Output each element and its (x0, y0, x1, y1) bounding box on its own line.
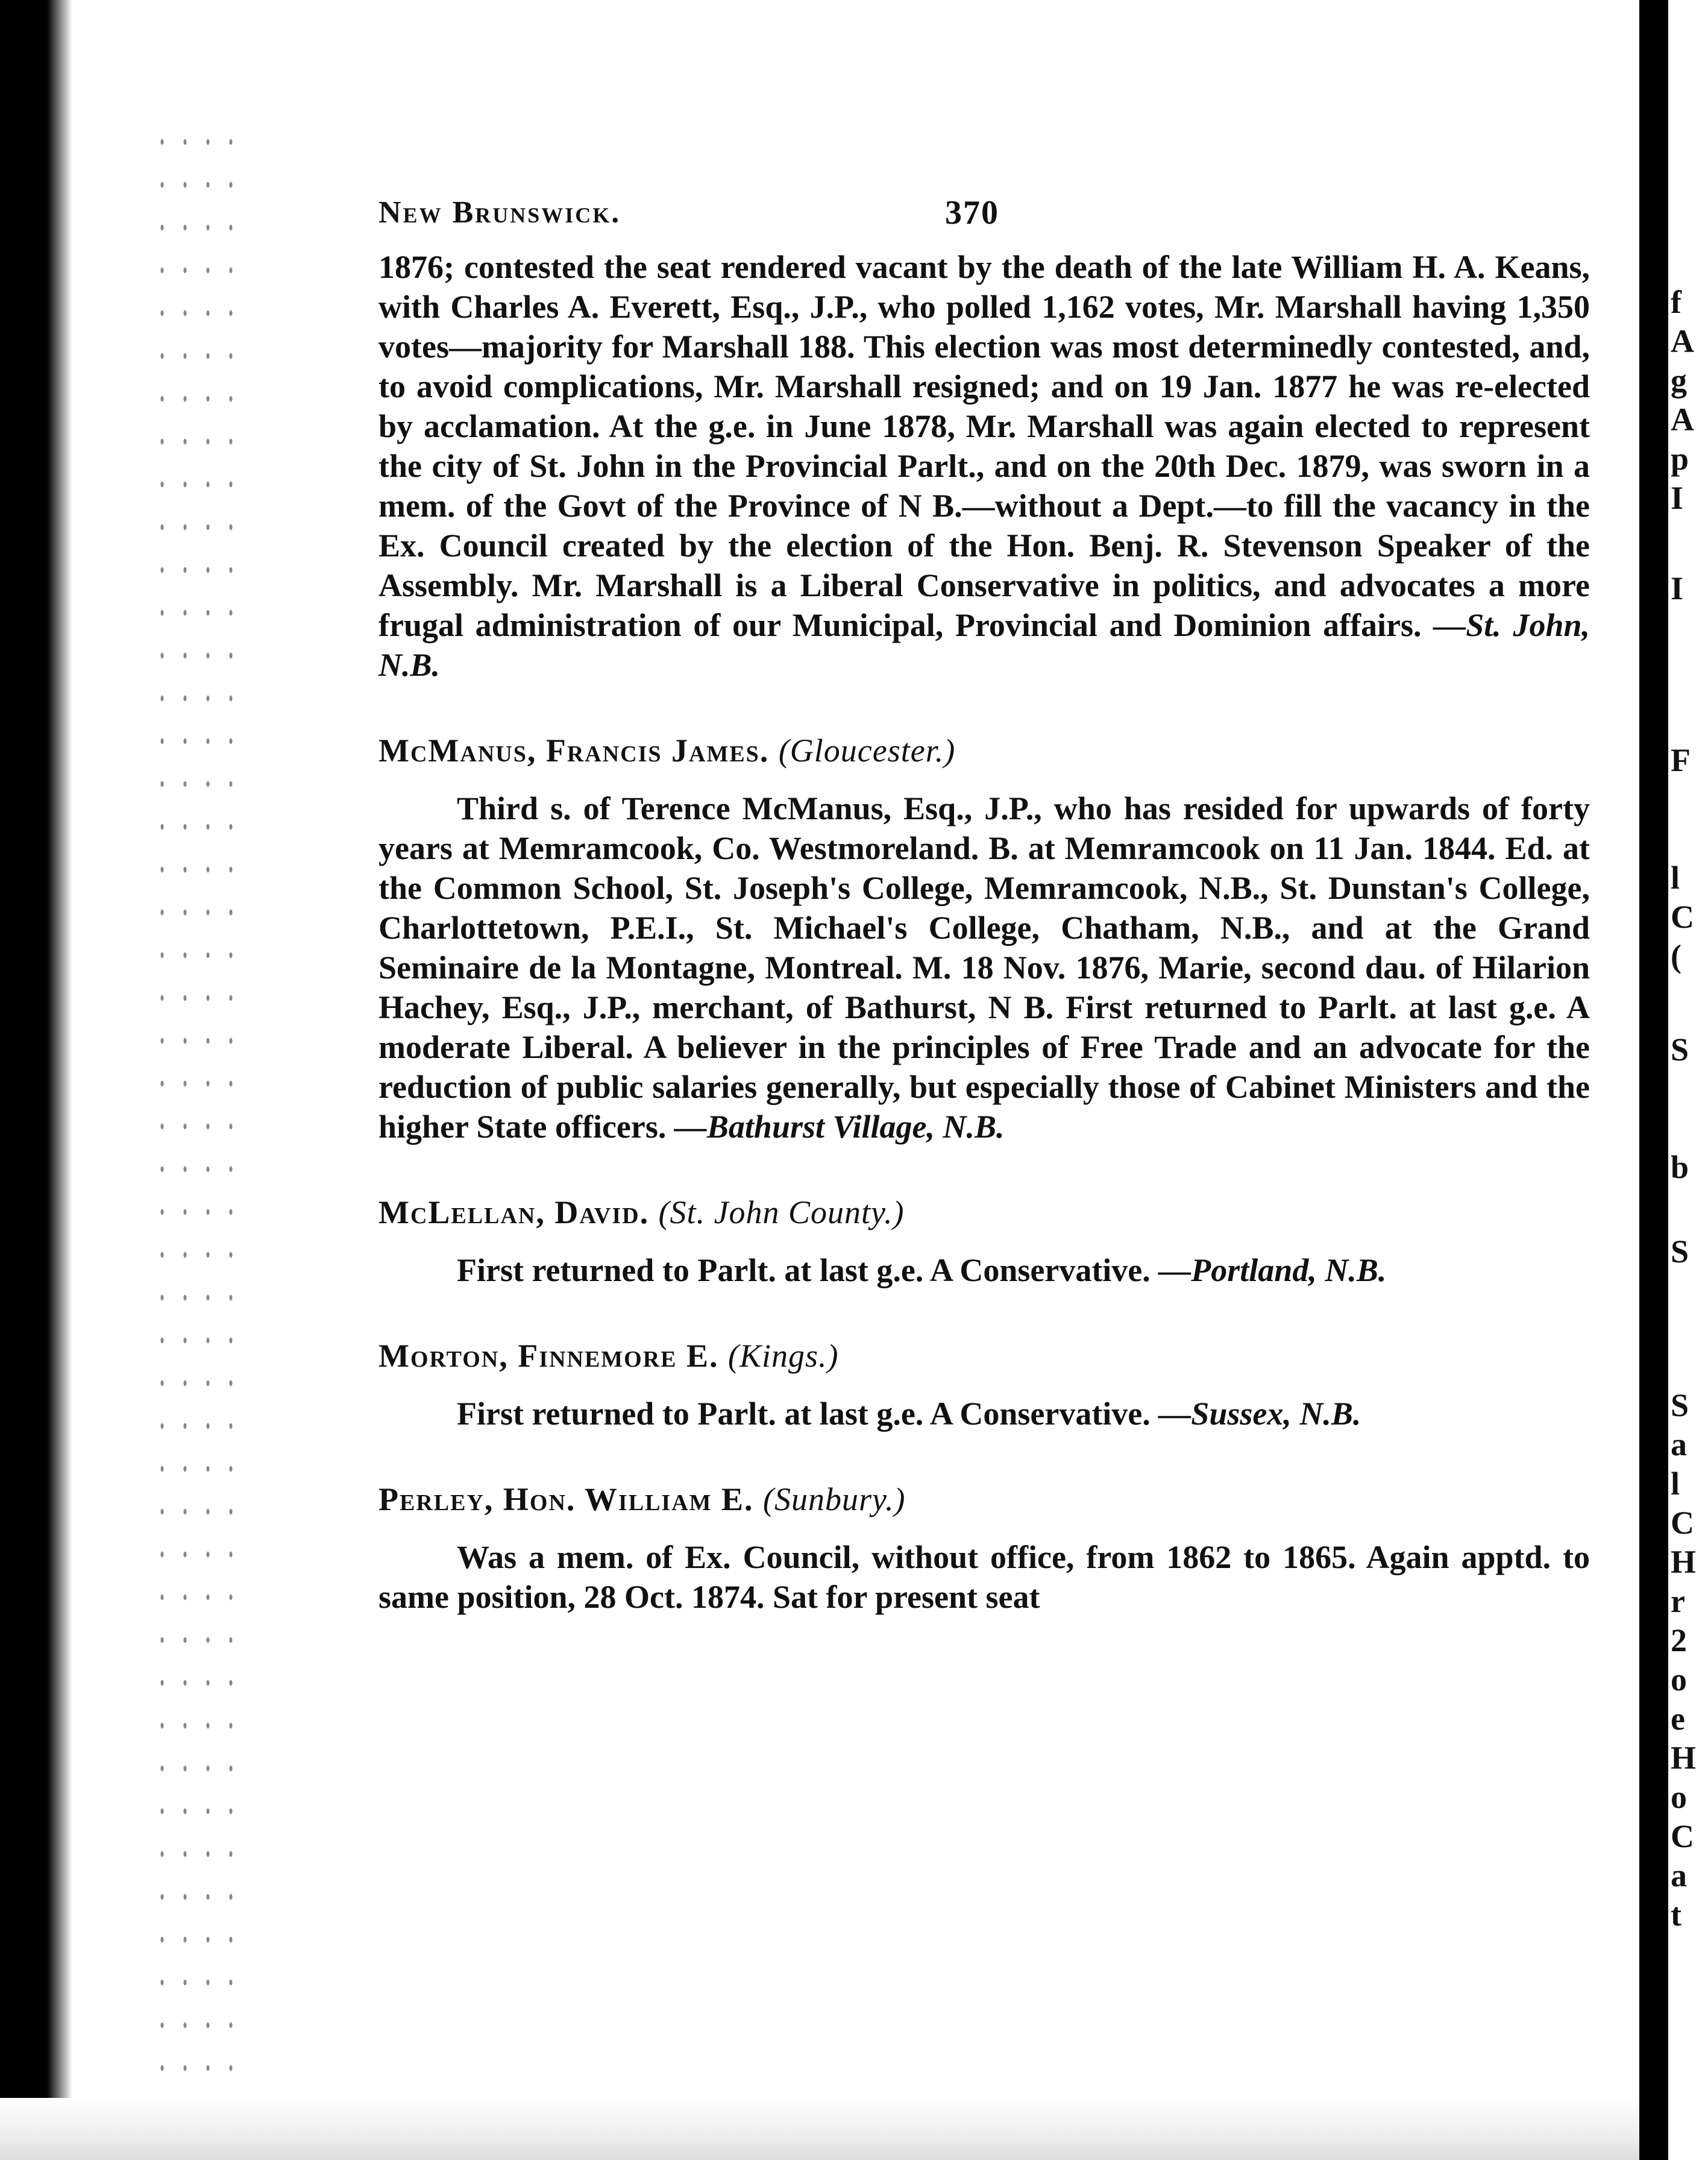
facing-char: b (1671, 1149, 1689, 1185)
member-name: McLellan, David. (378, 1194, 650, 1230)
entry-address: —Portland, N.B. (1158, 1252, 1387, 1288)
constituency: (Gloucester.) (778, 732, 956, 769)
entry-body (378, 1537, 1590, 1617)
constituency: (Sunbury.) (763, 1481, 906, 1517)
facing-char: r (1671, 1583, 1685, 1619)
facing-char: 2 (1671, 1622, 1687, 1658)
facing-char: H (1671, 1740, 1697, 1776)
facing-char: f (1671, 284, 1681, 320)
facing-char: t (1671, 1897, 1681, 1933)
member-name: Morton, Finnemore E. (378, 1338, 719, 1374)
scan-speckle (151, 121, 241, 2110)
facing-page-fragment (1668, 0, 1708, 2160)
page-body (378, 181, 1590, 1617)
constituency: (St. John County.) (658, 1194, 905, 1230)
facing-char: I (1671, 570, 1684, 606)
constituency: (Kings.) (728, 1338, 839, 1374)
facing-char: A (1671, 401, 1694, 438)
facing-char: o (1671, 1779, 1687, 1815)
facing-char: l (1671, 1466, 1680, 1502)
entry-text: Was a mem. of Ex. Council, without office, from 1862 to 1865. Again apptd. to same position, 28 Oct. 1874. Sat for present seat (378, 1539, 1590, 1615)
facing-char: C (1671, 899, 1694, 935)
facing-char: A (1671, 323, 1694, 359)
facing-char: C (1671, 1818, 1694, 1854)
facing-char: C (1671, 1505, 1694, 1541)
entry-heading (378, 1479, 1590, 1519)
facing-char: a (1671, 1857, 1687, 1894)
facing-char: H (1671, 1544, 1697, 1580)
facing-char: S (1671, 1387, 1689, 1423)
entry-body (378, 1394, 1590, 1434)
facing-char: I (1671, 480, 1684, 516)
facing-char: F (1671, 742, 1691, 778)
facing-char: S (1671, 1233, 1689, 1270)
entry-heading (378, 1336, 1590, 1376)
entry-body (378, 789, 1590, 1147)
facing-char: o (1671, 1661, 1687, 1698)
facing-char: e (1671, 1701, 1685, 1737)
page-number: 370 (945, 194, 999, 231)
scan-bottom-shadow (0, 2098, 1639, 2160)
book-gutter (1639, 0, 1668, 2160)
member-name: Perley, Hon. William E. (378, 1481, 754, 1517)
facing-char: p (1671, 441, 1689, 477)
facing-char: a (1671, 1426, 1687, 1463)
entry-heading (378, 731, 1590, 770)
entry-address: —Sussex, N.B. (1158, 1396, 1361, 1432)
entry-body (378, 1250, 1590, 1290)
facing-char: S (1671, 1031, 1689, 1068)
facing-char: l (1671, 860, 1680, 896)
entry-address: —Bathurst Village, N.B. (674, 1109, 1005, 1145)
page-header (378, 181, 1590, 247)
continued-address: —St. John, N.B. (378, 607, 1590, 683)
facing-char: ( (1671, 938, 1681, 974)
entry-text: Third s. of Terence McManus, Esq., J.P., who has resided for upwards of forty years at Memramcook, Co. Westmoreland. B. at Memramcook on 11 Jan. 1844. Ed. at the Common School, St. Joseph's College, Memramcook, N.B., St. Dunstan's College, Charlottetown, P.E.I., St. Michael's College, Chatham, N.B., and at the Grand Seminaire de la Montagne, Montreal. M. 18 Nov. 1876, Marie, second dau. of Hilarion Hachey, Esq., J.P., merchant, of Bathurst, N B. First returned to Parlt. at last g.e. A moderate Liberal. A believer in the principles of Free Trade and an advocate for the reduction of public salaries generally, but especially those of Cabinet Ministers and the higher State officers. (378, 790, 1590, 1145)
continued-paragraph (378, 247, 1590, 685)
continued-text: 1876; contested the seat rendered vacant by the death of the late William H. A. Keans, with Charles A. Everett, Esq., J.P., who polled 1,162 votes, Mr. Marshall having 1,350 votes—majority for Marshall 188. This election was most determinedly contested, and, to avoid complications, Mr. Marshall resigned; and on 19 Jan. 1877 he was re-elected by acclamation. At the g.e. in June 1878, Mr. Marshall was again elected to represent the city of St. John in the Provincial Parlt., and on the 20th Dec. 1879, was sworn in a mem. of the Govt of the Province of N B.—without a Dept.—to fill the vacancy in the Ex. Council created by the election of the Hon. Benj. R. Stevenson Speaker of the Assembly. Mr. Marshall is a Liberal Conservative in politics, and advocates a more frugal administration of our Municipal, Provincial and Dominion affairs. (378, 249, 1590, 643)
entry-text: First returned to Parlt. at last g.e. A Conservative. (457, 1252, 1151, 1288)
member-name: McManus, Francis James. (378, 732, 770, 769)
facing-char: g (1671, 362, 1687, 398)
running-title: New Brunswick. (378, 195, 621, 230)
entry-heading (378, 1192, 1590, 1232)
entry-text: First returned to Parlt. at last g.e. A Conservative. (457, 1396, 1151, 1432)
